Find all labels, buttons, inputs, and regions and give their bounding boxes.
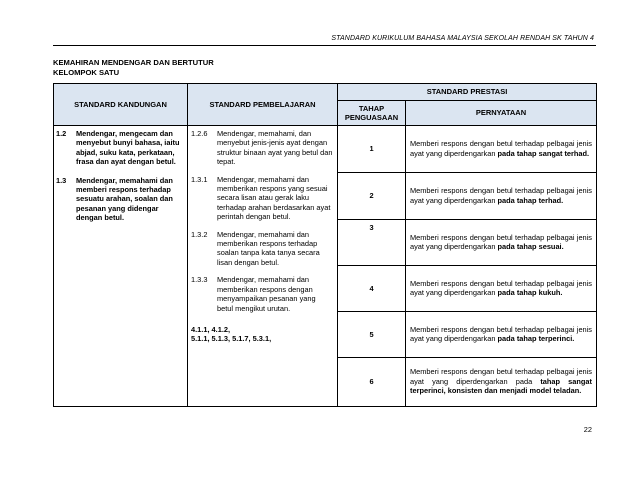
pernyataan-cell xyxy=(406,126,597,173)
refs-line2: 5.1.1, 5.1.3, 5.1.7, 5.3.1, xyxy=(191,334,272,344)
pembelajaran-text: Mendengar, memahami dan memberikan respons yang sesuai secara lisan atau gerak laku terhadap arahan berdasarkan ayat perintah dengan betul. xyxy=(217,174,331,222)
kandungan-item xyxy=(56,129,183,167)
header-standard-pembelajaran: STANDARD PEMBELAJARAN xyxy=(188,84,338,126)
pernyataan-text: Memberi respons dengan betul terhadap pelbagai jenis ayat yang diperdengarkan xyxy=(410,324,592,343)
tahap-cell: 5 xyxy=(338,312,406,358)
pernyataan-cell xyxy=(406,266,597,312)
section-title-line2: KELOMPOK SATU xyxy=(53,68,120,77)
tahap-cell: 4 xyxy=(338,266,406,312)
pembelajaran-item xyxy=(191,275,333,313)
header-rule xyxy=(53,45,596,46)
tahap-cell: 1 xyxy=(338,126,406,173)
kandungan-number: 1.2 xyxy=(56,129,67,138)
pembelajaran-item xyxy=(191,129,333,167)
tahap-cell: 2 xyxy=(338,173,406,220)
pembelajaran-number: 1.3.2 xyxy=(191,229,208,239)
pembelajaran-text: Mendengar, memahami dan memberikan respons dengan menyampaikan pesanan yang betul mengikut urutan. xyxy=(217,275,316,313)
pernyataan-text: Memberi respons dengan betul terhadap pelbagai jenis ayat yang diperdengarkan xyxy=(410,139,592,158)
pembelajaran-item xyxy=(191,230,333,268)
pernyataan-bold: pada tahap sesuai. xyxy=(497,242,564,251)
pernyataan-text: Memberi respons dengan betul terhadap pelbagai jenis ayat yang diperdengarkan xyxy=(410,278,592,297)
pembelajaran-text: Mendengar, memahami dan memberikan respons terhadap soalan tanpa kata tanya secara lisan dengan betul. xyxy=(217,229,320,267)
pembelajaran-number: 1.3.1 xyxy=(191,174,208,184)
refs-line1: 4.1.1, 4.1.2, xyxy=(191,324,231,334)
header-standard-prestasi: STANDARD PRESTASI xyxy=(338,84,597,101)
kandungan-text: Mendengar, mengecam dan menyebut bunyi bahasa, iaitu abjad, suku kata, perkataan, frasa dan ayat dengan betul. xyxy=(76,129,180,167)
kandungan-item xyxy=(56,176,183,223)
kandungan-number: 1.3 xyxy=(56,175,67,185)
header-standard-kandungan: STANDARD KANDUNGAN xyxy=(54,84,188,126)
kandungan-cell xyxy=(54,126,188,407)
tahap-cell: 3 xyxy=(338,220,406,266)
pernyataan-bold: tahap sangat terperinci, konsisten dan menjadi model teladan. xyxy=(410,376,592,396)
header-pernyataan: PERNYATAAN xyxy=(406,101,597,126)
section-title-line1: KEMAHIRAN MENDENGAR DAN BERTUTUR xyxy=(53,58,214,67)
pernyataan-text: Memberi respons dengan betul terhadap pelbagai jenis ayat yang diperdengarkan xyxy=(410,232,592,251)
pembelajaran-number: 1.2.6 xyxy=(191,129,208,138)
standards-table xyxy=(53,83,597,407)
pernyataan-cell xyxy=(406,173,597,220)
pernyataan-cell xyxy=(406,312,597,358)
header-tahap-penguasaan xyxy=(338,101,406,126)
pernyataan-bold: pada tahap terperinci. xyxy=(497,334,575,343)
pembelajaran-item xyxy=(191,175,333,222)
tahap-header-text: TAHAP PENGUASAAN xyxy=(344,103,399,122)
pembelajaran-text: Mendengar, memahami, dan menyebut jenis-jenis ayat dengan struktur binaan ayat yang betul dan tepat. xyxy=(217,129,333,167)
pernyataan-bold: pada tahap sangat terhad. xyxy=(497,148,590,158)
pembelajaran-number: 1.3.3 xyxy=(191,275,208,285)
page-number: 22 xyxy=(583,425,592,434)
pembelajaran-cell xyxy=(188,126,338,407)
pernyataan-bold: pada tahap terhad. xyxy=(497,195,564,205)
pembelajaran-refs xyxy=(191,325,333,344)
section-title xyxy=(53,58,214,78)
pernyataan-text: Memberi respons dengan betul terhadap pelbagai jenis ayat yang diperdengarkan pada xyxy=(410,367,592,386)
pernyataan-cell xyxy=(406,220,597,266)
pernyataan-bold: pada tahap kukuh. xyxy=(497,288,563,297)
tahap-cell: 6 xyxy=(338,358,406,407)
running-header: STANDARD KURIKULUM BAHASA MALAYSIA SEKOLAH RENDAH SK TAHUN 4 xyxy=(331,35,594,42)
kandungan-text: Mendengar, memahami dan memberi respons terhadap sesuatu arahan, soalan dan pesanan yang didengar dengan betul. xyxy=(76,175,173,223)
pernyataan-cell xyxy=(406,358,597,407)
pernyataan-text: Memberi respons dengan betul terhadap pelbagai jenis ayat yang diperdengarkan xyxy=(410,186,592,205)
